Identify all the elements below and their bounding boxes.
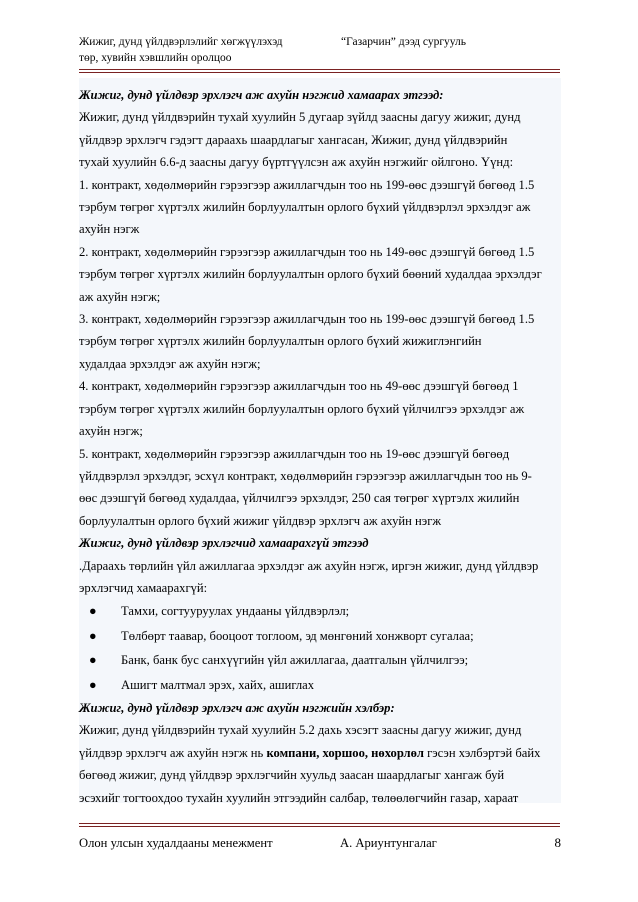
- header-rule-thin: [79, 72, 560, 73]
- text-line: 5. контракт, хөдөлмөрийн гэрээгээр ажиллагчдын тоо нь 19-өөс дээшгүй бөгөөд: [79, 446, 510, 461]
- text-line: тэрбум төгрөг хүртэлх жилийн борлуулалтын орлого бүхий бөөний худалдаа эрхэлдэг: [79, 267, 542, 282]
- footer-rule-thin: [79, 826, 560, 827]
- section3-line: Жижиг, дунд үйлдвэрийн тухай хуулийн 5.2 дахь хэсэгт заасны дагуу жижиг, дунд: [79, 723, 522, 738]
- document-body: [79, 84, 561, 809]
- section3-line: бөгөөд жижиг, дунд үйлдвэр эрхлэгчийн хуульд заасан шаардлагыг хангаж буй: [79, 768, 505, 783]
- bullet-text: Төлбөрт таавар, бооцоот тоглоом, эд мөнгөний хонжворт сугалаа;: [121, 628, 474, 643]
- bullet-text: Тамхи, согтууруулах ундааны үйлдвэрлэл;: [121, 604, 350, 619]
- text-line: 4. контракт, хөдөлмөрийн гэрээгээр ажиллагчдын тоо нь 49-өөс дээшгүй бөгөөд 1: [79, 379, 519, 394]
- text-line: үйлдвэр эрхлэгч гэдэгт дараахь шаардлагыг хангасан, Жижиг, дунд үйлдвэрийн: [79, 132, 508, 147]
- text-line: тэрбум төгрөг хүртэлх жилийн борлуулалтын орлого бүхий үйлдвэрлэл эрхэлдэг аж: [79, 200, 531, 215]
- text-line: 1. контракт, хөдөлмөрийн гэрээгээр ажиллагчдын тоо нь 199-өөс дээшгүй бөгөөд 1.5: [79, 177, 535, 192]
- bullet-icon: ●: [89, 628, 97, 643]
- bullet-item: [89, 624, 561, 648]
- section2-heading: Жижиг, дунд үйлдвэр эрхлэгчид хамаарахгүй этгээд: [79, 536, 369, 551]
- text-line: .Дараахь төрлийн үйл ажиллагаа эрхэлдэг аж ахуйн нэгж, иргэн жижиг, дунд үйлдвэр: [79, 558, 539, 573]
- text-line: тухай хуулийн 6.6-д заасны дагуу бүртгүүлсэн аж ахуйн нэгжийг ойлгоно. Үүнд:: [79, 155, 514, 170]
- bullet-icon: ●: [89, 677, 97, 692]
- text-span: үйлдвэр эрхлэгч аж ахуйн нэгж нь: [79, 745, 267, 760]
- bullet-item: [89, 599, 561, 623]
- text-line: борлуулалтын орлого бүхий жижиг үйлдвэр эрхлэгч аж ахуйн нэгж: [79, 513, 442, 528]
- header-title-line2: төр, хувийн хэвшлийн оролцоо: [79, 52, 232, 64]
- text-line: аж ахуйн нэгж;: [79, 289, 161, 304]
- text-line: ахуйн нэгж;: [79, 424, 143, 439]
- bullet-text: Банк, банк бус санхүүгийн үйл ажиллагаа, даатгалын үйлчилгээ;: [121, 653, 469, 668]
- header-rule: [79, 69, 560, 70]
- page-number: 8: [554, 835, 561, 850]
- text-line: үйлдвэрлэл эрхэлдэг, эсхүл контракт, хөдөлмөрийн гэрээгээр ажиллагчдын тоо нь 9-: [79, 468, 532, 483]
- text-line: 3. контракт, хөдөлмөрийн гэрээгээр ажиллагчдын тоо нь 199-өөс дээшгүй бөгөөд 1.5: [79, 312, 535, 327]
- text-line: эрхлэгчид хамаарахгүй:: [79, 580, 208, 595]
- footer-author: А. Ариунтунгалаг: [340, 836, 437, 850]
- section2-text: [79, 555, 561, 600]
- text-line: худалдаа эрхэлдэг аж ахуйн нэгж;: [79, 356, 261, 371]
- bullet-item: [89, 648, 561, 672]
- header-school: “Газарчин” дээд сургууль: [341, 36, 467, 48]
- text-line: Жижиг, дунд үйлдвэрийн тухай хуулийн 5 дугаар зүйлд заасны дагуу жижиг, дунд: [79, 110, 521, 125]
- footer-rule: [79, 823, 560, 824]
- section1-text: [79, 106, 561, 532]
- bullet-icon: ●: [89, 653, 97, 668]
- text-line: ахуйн нэгж: [79, 222, 140, 237]
- footer-course: Олон улсын худалдааны менежмент: [79, 836, 273, 850]
- section1-heading: Жижиг, дунд үйлдвэр эрхлэгч аж ахуйн нэгжид хамаарах этгээд:: [79, 88, 444, 102]
- header-title: [79, 34, 282, 66]
- page-header: [79, 34, 559, 68]
- section3-line: [79, 742, 561, 764]
- text-line: өөс дээшгүй бөгөөд худалдаа, үйлчилгээ эрхэлдэг, 250 сая төгрөг хүртэлх жилийн: [79, 491, 520, 506]
- bullet-text: Ашигт малтмал эрэх, хайх, ашиглах: [121, 677, 315, 692]
- bullet-item: [89, 673, 561, 697]
- bullet-icon: ●: [89, 604, 97, 619]
- section3-line: эсэхийг тогтоохдоо тухайн хуулийн этгээдийн салбар, төлөөлөгчийн газар, хараат: [79, 790, 519, 805]
- bullet-list: [79, 599, 561, 697]
- text-line: 2. контракт, хөдөлмөрийн гэрээгээр ажиллагчдын тоо нь 149-өөс дээшгүй бөгөөд 1.5: [79, 244, 535, 259]
- section3-heading: Жижиг, дунд үйлдвэр эрхлэгч аж ахуйн нэгжийн хэлбэр:: [79, 700, 395, 715]
- header-title-line1: Жижиг, дунд үйлдвэрлэлийг хөгжүүлэхэд: [79, 36, 283, 48]
- text-span: гэсэн хэлбэртэй байх: [423, 745, 541, 760]
- bold-text: компани, хоршоо, нөхорлөл: [266, 745, 424, 760]
- text-line: тэрбум төгрөг хүртэлх жилийн борлуулалтын орлого бүхий үйлчилгээ эрхэлдэг аж: [79, 401, 525, 416]
- text-line: тэрбум төгрөг хүртэлх жилийн борлуулалтын орлого бүхий жижиглэнгийн: [79, 334, 482, 349]
